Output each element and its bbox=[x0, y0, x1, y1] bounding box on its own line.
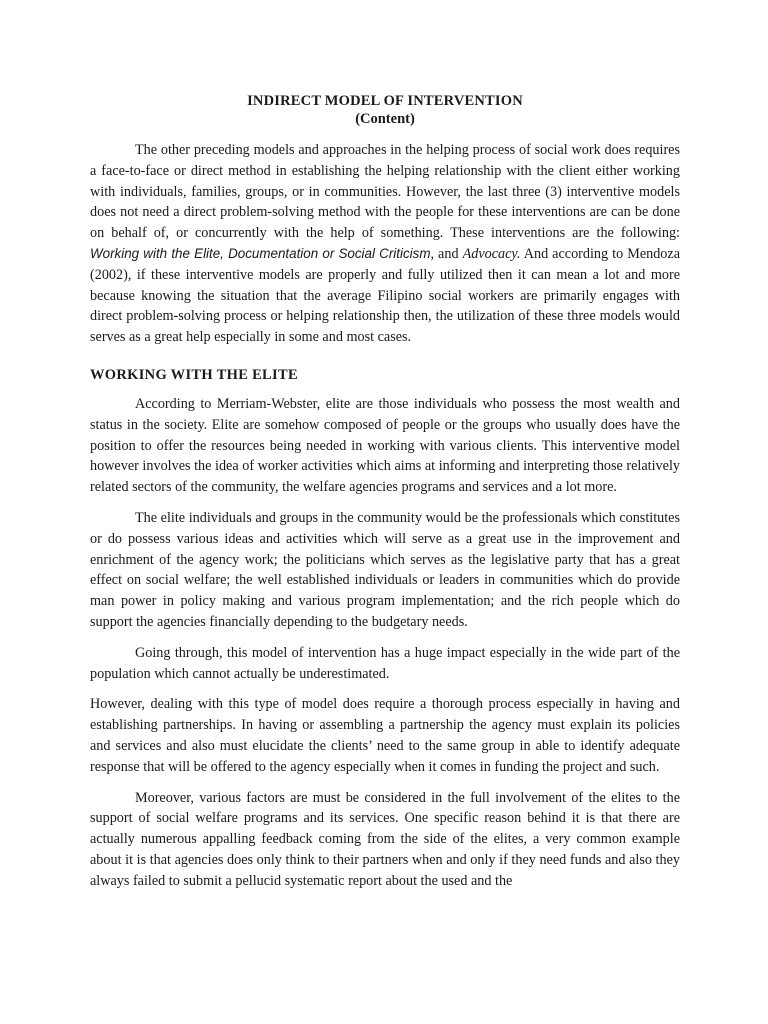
body-paragraph-2: The elite individuals and groups in the community would be the professionals which constitutes or do possess various ideas and activities which will serve as a great use in the improvement and enrichment of the agency work; the politicians which serves as the legislative party that has a great effect on social welfare; the well established individuals or leaders in communities which do provide man power in policy making and various program implementation; and the rich people which do support the agencies financially depending to the budgetary needs. bbox=[90, 509, 680, 630]
section-heading: WORKING WITH THE ELITE bbox=[90, 366, 298, 383]
body-paragraph-1: According to Merriam-Webster, elite are those individuals who possess the most wealth and status in the society. Elite are somehow composed of people or the groups who usually does have the position to offer the resources being needed in working with various clients. This interventive model however involves the idea of worker activities which aims at informing and interpreting those relatively related sectors of the community, the welfare agencies programs and services and a lot more. bbox=[90, 395, 680, 496]
intro-advocacy-italic: Advocacy. bbox=[462, 245, 521, 262]
page-title: INDIRECT MODEL OF INTERVENTION bbox=[247, 93, 523, 109]
body-paragraph-3: Going through, this model of intervention has a huge impact especially in the wide part of the population which cannot actually be underestimated. bbox=[90, 644, 680, 682]
intro-text-a: The other preceding models and approaches in the helping process of social work does requires a face-to-face or direct method in establishing the helping relationship with the client either working with individuals, families, groups, or in communities. However, the last three (3) interventive models does not need a direct problem-solving method with the people for these interventions are can be done on behalf of, or concurrently with the help of something. These interventions are the following: bbox=[90, 142, 680, 242]
body-paragraph-5: Moreover, various factors are must be considered in the full involvement of the elites to the support of social welfare programs and its services. One specific reason behind it is that there are actually numerous appalling feedback coming from the side of the elites, a very common example about it is that agencies does only think to their partners when and only if they need funds and also they always failed to submit a pellucid systematic report about the used and the bbox=[90, 789, 680, 889]
page-subtitle: (Content) bbox=[355, 111, 415, 127]
intro-text-b: , and bbox=[430, 245, 463, 262]
intro-text-c: And according to Mendoza (2002), if these interventive models are properly and fully utilized then it can mean a lot and more because knowing the situation that the average Filipino social workers are primarily engages with direct problem-solving process or helping relationship then, the utilization of these three models would serves as a great help especially in some and most cases. bbox=[90, 245, 680, 346]
intro-paragraph bbox=[90, 140, 680, 348]
intro-models-italic: Working with the Elite, Documentation or Social Criticism bbox=[90, 245, 431, 261]
body-paragraph-4: However, dealing with this type of model does require a thorough process especially in having and establishing partnerships. In having or assembling a partnership the agency must explain its policies and services and also must elucidate the clients’ need to the same group in able to identify adequate response that will be offered to the agency especially when it comes in funding the project and such. bbox=[90, 696, 680, 775]
